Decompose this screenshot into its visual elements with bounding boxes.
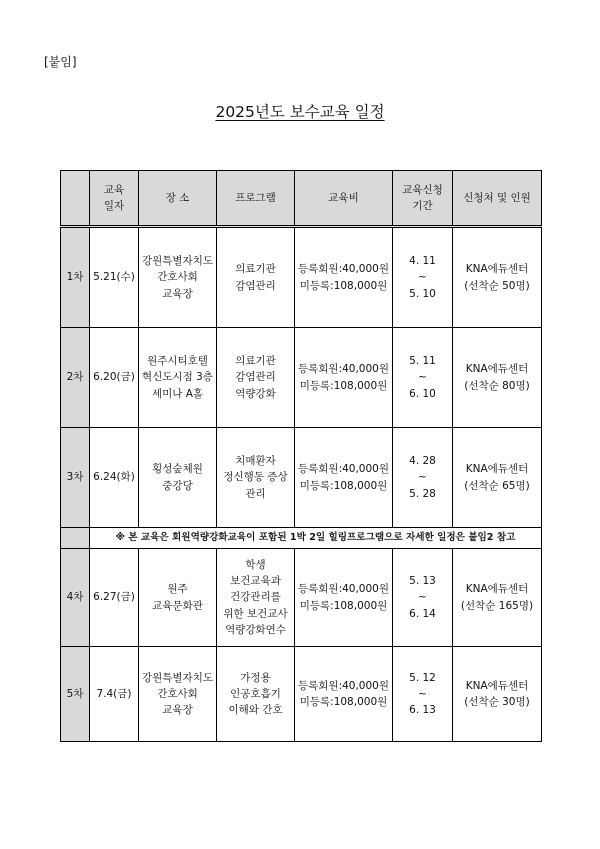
fee-line: 등록회원:40,000원 bbox=[298, 679, 389, 692]
row-program bbox=[217, 328, 295, 428]
row-apply bbox=[453, 549, 542, 647]
row-period bbox=[393, 549, 453, 647]
place-line: 교육장 bbox=[162, 704, 193, 717]
program-line: 역량강화 bbox=[235, 387, 276, 400]
period-line: 5. 12 bbox=[409, 671, 436, 684]
fee-line: 등록회원:40,000원 bbox=[298, 583, 389, 596]
fee-line: 미등록:108,000원 bbox=[299, 479, 388, 492]
fee-line: 미등록:108,000원 bbox=[299, 379, 388, 392]
period-line: ~ bbox=[418, 371, 427, 384]
row-date: 5.21(수) bbox=[90, 227, 139, 328]
period-line: ~ bbox=[418, 591, 427, 604]
row-apply bbox=[453, 328, 542, 428]
header-date-line: 교육 bbox=[103, 183, 125, 196]
period-line: 6. 10 bbox=[409, 387, 436, 400]
period-line: 4. 11 bbox=[409, 255, 436, 268]
header-fee: 교육비 bbox=[295, 171, 393, 227]
apply-line: KNA에듀센터 bbox=[465, 583, 529, 596]
period-line: ~ bbox=[418, 687, 427, 700]
table-row bbox=[61, 647, 542, 742]
row-order: 4차 bbox=[61, 549, 90, 647]
program-line: 감염관리 bbox=[235, 279, 276, 292]
header-period-line: 교육신청 bbox=[402, 183, 443, 196]
program-line: 감염관리 bbox=[235, 371, 276, 384]
row-fee bbox=[295, 647, 393, 742]
row-order: 5차 bbox=[61, 647, 90, 742]
header-period bbox=[393, 171, 453, 227]
fee-line: 등록회원:40,000원 bbox=[298, 363, 389, 376]
program-line: 보건교육과 bbox=[230, 575, 281, 588]
program-line: 정신행동 증상 bbox=[223, 471, 288, 484]
program-line: 가정용 bbox=[240, 671, 271, 684]
row-fee bbox=[295, 328, 393, 428]
period-line: ~ bbox=[418, 271, 427, 284]
row-date: 6.20(금) bbox=[90, 328, 139, 428]
place-line: 간호사회 bbox=[157, 687, 198, 700]
period-line: 4. 28 bbox=[409, 455, 436, 468]
place-line: 원주시티호텔 bbox=[147, 355, 208, 368]
header-period-line: 기간 bbox=[412, 200, 433, 212]
program-line: 학생 bbox=[245, 558, 266, 571]
period-line: 5. 10 bbox=[409, 287, 436, 300]
row-apply bbox=[453, 428, 542, 528]
header-program: 프로그램 bbox=[217, 171, 295, 227]
header-date-line: 일자 bbox=[103, 200, 125, 212]
page-title bbox=[0, 100, 600, 122]
row-order: 3차 bbox=[61, 428, 90, 528]
period-line: 6. 14 bbox=[409, 607, 436, 620]
place-line: 교육장 bbox=[162, 287, 193, 300]
period-line: ~ bbox=[418, 471, 427, 484]
row-date: 7.4(금) bbox=[90, 647, 139, 742]
apply-line: KNA에듀센터 bbox=[465, 263, 529, 276]
row-program bbox=[217, 647, 295, 742]
place-line: 원주 bbox=[167, 583, 188, 596]
row-fee bbox=[295, 549, 393, 647]
place-line: 중강당 bbox=[162, 479, 193, 492]
row-program bbox=[217, 428, 295, 528]
program-line: 이해와 간호 bbox=[228, 704, 283, 717]
place-line: 횡성숲체원 bbox=[152, 463, 203, 476]
row-order: 1차 bbox=[61, 227, 90, 328]
program-line: 인공호흡기 bbox=[230, 687, 281, 700]
schedule-table bbox=[60, 170, 542, 742]
period-line: 5. 13 bbox=[409, 575, 436, 588]
row-fee bbox=[295, 428, 393, 528]
apply-line: (선착순 165명) bbox=[460, 599, 534, 612]
place-line: 교육문화관 bbox=[152, 599, 203, 612]
program-line: 관리 bbox=[245, 487, 266, 500]
row-place bbox=[139, 549, 217, 647]
row-period bbox=[393, 328, 453, 428]
table-row bbox=[61, 428, 542, 528]
fee-line: 미등록:108,000원 bbox=[299, 279, 388, 292]
place-line: 간호사회 bbox=[157, 271, 198, 284]
program-line: 의료기관 bbox=[235, 355, 276, 368]
period-line: 6. 13 bbox=[409, 704, 436, 717]
fee-line: 미등록:108,000원 bbox=[299, 696, 388, 708]
fee-line: 미등록:108,000원 bbox=[299, 599, 388, 612]
program-line: 치매환자 bbox=[235, 455, 276, 468]
row-order: 2차 bbox=[61, 328, 90, 428]
place-line: 강원특별자치도 bbox=[141, 671, 213, 684]
row-place bbox=[139, 647, 217, 742]
period-line: 5. 11 bbox=[409, 355, 436, 368]
attachment-label: [붙임] bbox=[44, 55, 77, 69]
row-place bbox=[139, 227, 217, 328]
row-period bbox=[393, 647, 453, 742]
period-line: 5. 28 bbox=[409, 487, 436, 500]
apply-line: (선착순 80명) bbox=[464, 379, 530, 392]
row-program bbox=[217, 549, 295, 647]
row-fee bbox=[295, 227, 393, 328]
program-line: 건강관리를 bbox=[230, 591, 281, 604]
note-order-cell bbox=[61, 528, 90, 549]
table-row bbox=[61, 328, 542, 428]
table-row bbox=[61, 227, 542, 328]
row-period bbox=[393, 428, 453, 528]
apply-line: (선착순 50명) bbox=[464, 279, 530, 292]
note-row bbox=[61, 528, 542, 549]
note-text: ※ 본 교육은 회원역량강화교육이 포함된 1박 2일 힐링프로그램으로 자세한 일정은 붙임2 참고 bbox=[90, 528, 542, 549]
row-place bbox=[139, 328, 217, 428]
fee-line: 등록회원:40,000원 bbox=[298, 463, 389, 476]
row-date: 6.27(금) bbox=[90, 549, 139, 647]
apply-line: KNA에듀센터 bbox=[465, 363, 529, 376]
apply-line: (선착순 65명) bbox=[464, 479, 530, 492]
row-date: 6.24(화) bbox=[90, 428, 139, 528]
header-order bbox=[61, 171, 90, 227]
row-apply bbox=[453, 227, 542, 328]
program-line: 역량강화연수 bbox=[225, 623, 286, 636]
header-date bbox=[90, 171, 139, 227]
table-row bbox=[61, 549, 542, 647]
place-line: 강원특별자치도 bbox=[141, 255, 213, 268]
header-row bbox=[61, 171, 542, 227]
program-line: 위한 보건교사 bbox=[223, 607, 288, 620]
apply-line: (선착순 30명) bbox=[464, 696, 530, 708]
apply-line: KNA에듀센터 bbox=[465, 679, 529, 692]
apply-line: KNA에듀센터 bbox=[465, 463, 529, 476]
place-line: 혁신도시점 3층 bbox=[142, 371, 213, 384]
fee-line: 등록회원:40,000원 bbox=[298, 263, 389, 276]
title-text: 2025년도 보수교육 일정 bbox=[215, 103, 385, 121]
row-apply bbox=[453, 647, 542, 742]
place-line: 세미나 A홀 bbox=[151, 387, 204, 400]
header-apply: 신청처 및 인원 bbox=[453, 171, 542, 227]
header-place: 장 소 bbox=[139, 171, 217, 227]
row-place bbox=[139, 428, 217, 528]
row-period bbox=[393, 227, 453, 328]
program-line: 의료기관 bbox=[235, 263, 276, 276]
row-program bbox=[217, 227, 295, 328]
